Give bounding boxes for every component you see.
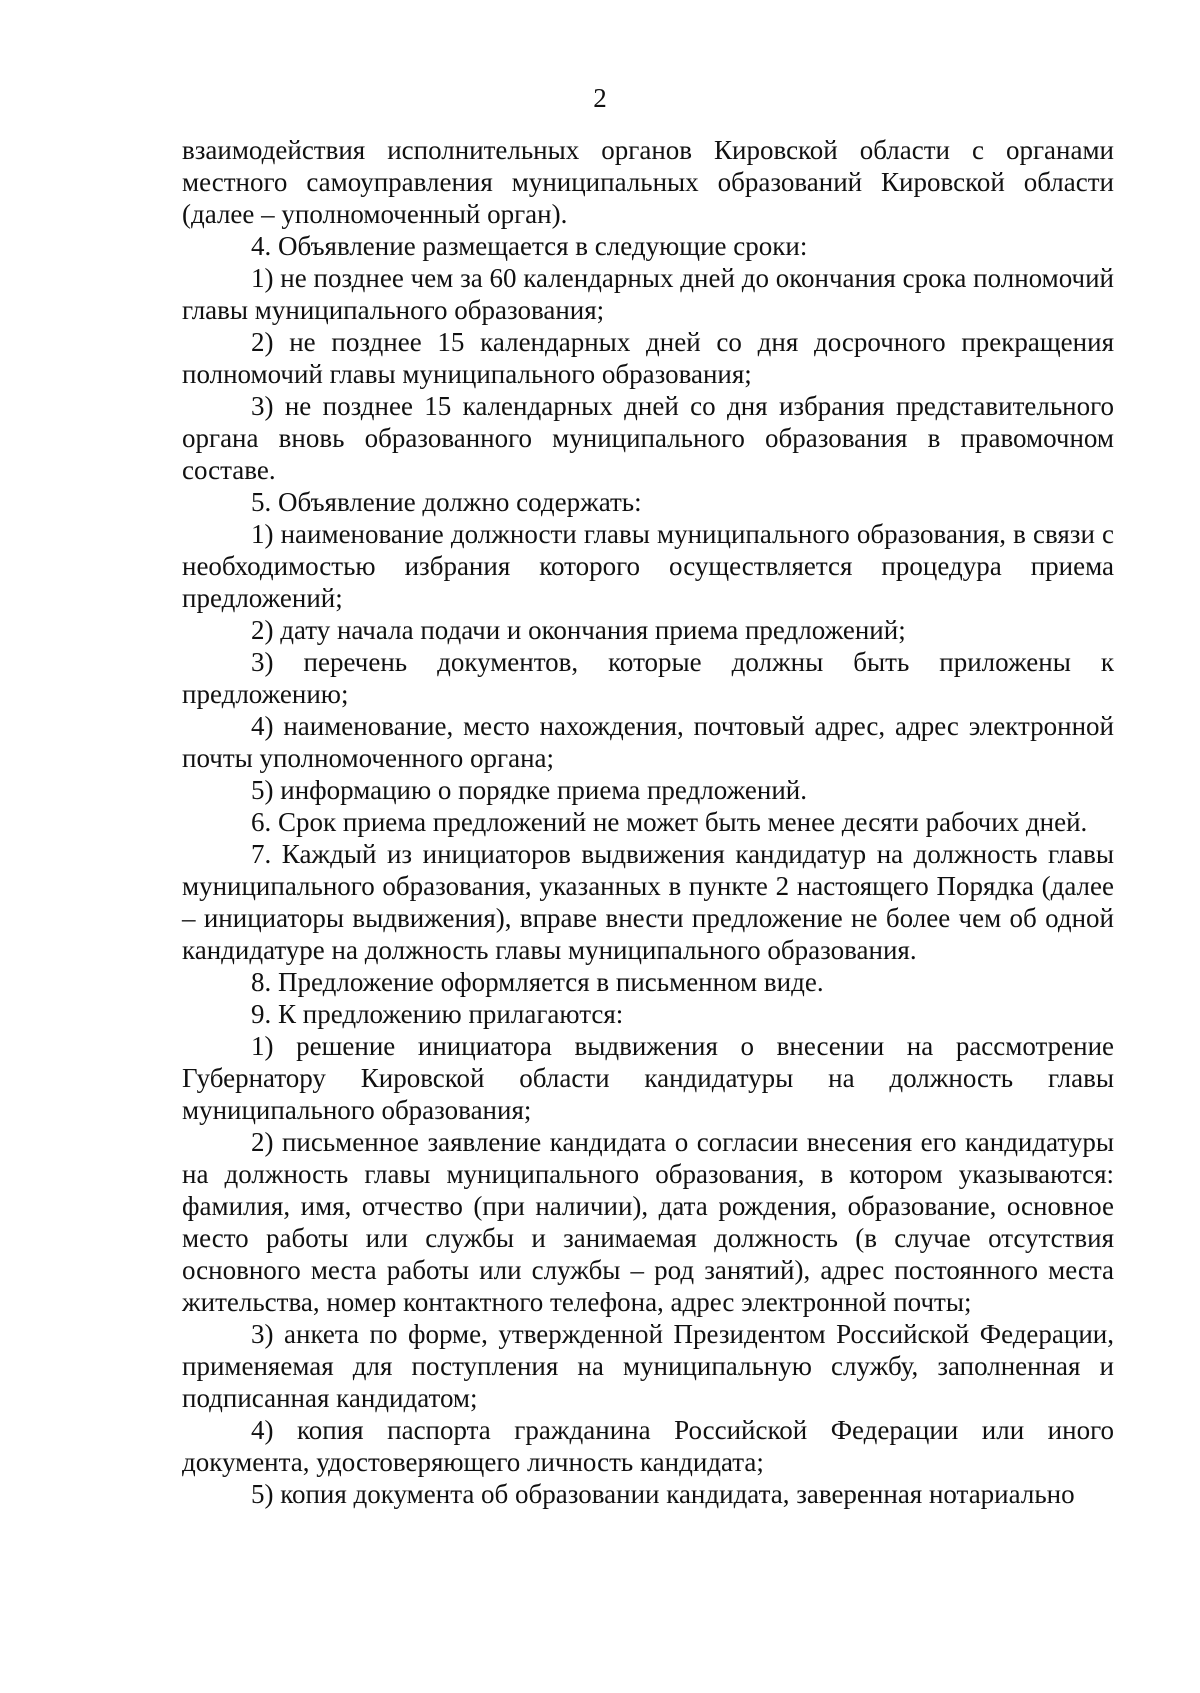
paragraph: 8. Предложение оформляется в письменном виде.	[251, 967, 824, 997]
page-number: 2	[593, 83, 607, 113]
paragraph: 3) перечень документов, которые должны быть приложены к предложению;	[182, 647, 1114, 709]
paragraph: 5) информацию о порядке приема предложений.	[251, 775, 807, 805]
paragraph: 2) письменное заявление кандидата о согласии внесения его кандидатуры на должность главы муниципального образования, в котором указываются: фамилия, имя, отчество (при наличии), дата рождения, образование, основное место работы или службы и занимаемая должность (в случае отсутствия основного места работы или службы – род занятий), адрес постоянного места жительства, номер контактного телефона, адрес электронной почты;	[182, 1127, 1114, 1317]
paragraph: 5) копия документа об образовании кандидата, заверенная нотариально	[251, 1479, 1075, 1509]
paragraph: 2) дату начала подачи и окончания приема предложений;	[251, 615, 906, 645]
paragraph: 7. Каждый из инициаторов выдвижения кандидатур на должность главы муниципального образования, указанных в пункте 2 настоящего Порядка (далее – инициаторы выдвижения), вправе внести предложение не более чем об одной кандидатуре на должность главы муниципального образования.	[182, 839, 1114, 965]
paragraph: 1) не позднее чем за 60 календарных дней до окончания срока полномочий главы муниципального образования;	[182, 263, 1114, 325]
paragraph: 3) не позднее 15 календарных дней со дня избрания представительного органа вновь образованного муниципального образования в правомочном составе.	[182, 391, 1114, 485]
paragraph: 2) не позднее 15 календарных дней со дня досрочного прекращения полномочий главы муниципального образования;	[182, 327, 1114, 389]
paragraph: 1) наименование должности главы муниципального образования, в связи с необходимостью избрания которого осуществляется процедура приема предложений;	[182, 519, 1114, 613]
paragraph: 4) наименование, место нахождения, почтовый адрес, адрес электронной почты уполномоченного органа;	[182, 711, 1114, 773]
paragraph: 9. К предложению прилагаются:	[251, 999, 624, 1029]
paragraph: взаимодействия исполнительных органов Кировской области с органами местного самоуправления муниципальных образований Кировской области (далее – уполномоченный орган).	[182, 135, 1114, 229]
paragraph: 3) анкета по форме, утвержденной Президентом Российской Федерации, применяемая для поступления на муниципальную службу, заполненная и подписанная кандидатом;	[182, 1319, 1114, 1413]
paragraph: 5. Объявление должно содержать:	[251, 487, 642, 517]
paragraph: 1) решение инициатора выдвижения о внесении на рассмотрение Губернатору Кировской области кандидатуры на должность главы муниципального образования;	[182, 1031, 1114, 1125]
document-body	[182, 134, 1114, 1510]
paragraph: 4) копия паспорта гражданина Российской Федерации или иного документа, удостоверяющего личность кандидата;	[182, 1415, 1114, 1477]
paragraph: 4. Объявление размещается в следующие сроки:	[251, 231, 808, 261]
paragraph: 6. Срок приема предложений не может быть менее десяти рабочих дней.	[251, 807, 1088, 837]
